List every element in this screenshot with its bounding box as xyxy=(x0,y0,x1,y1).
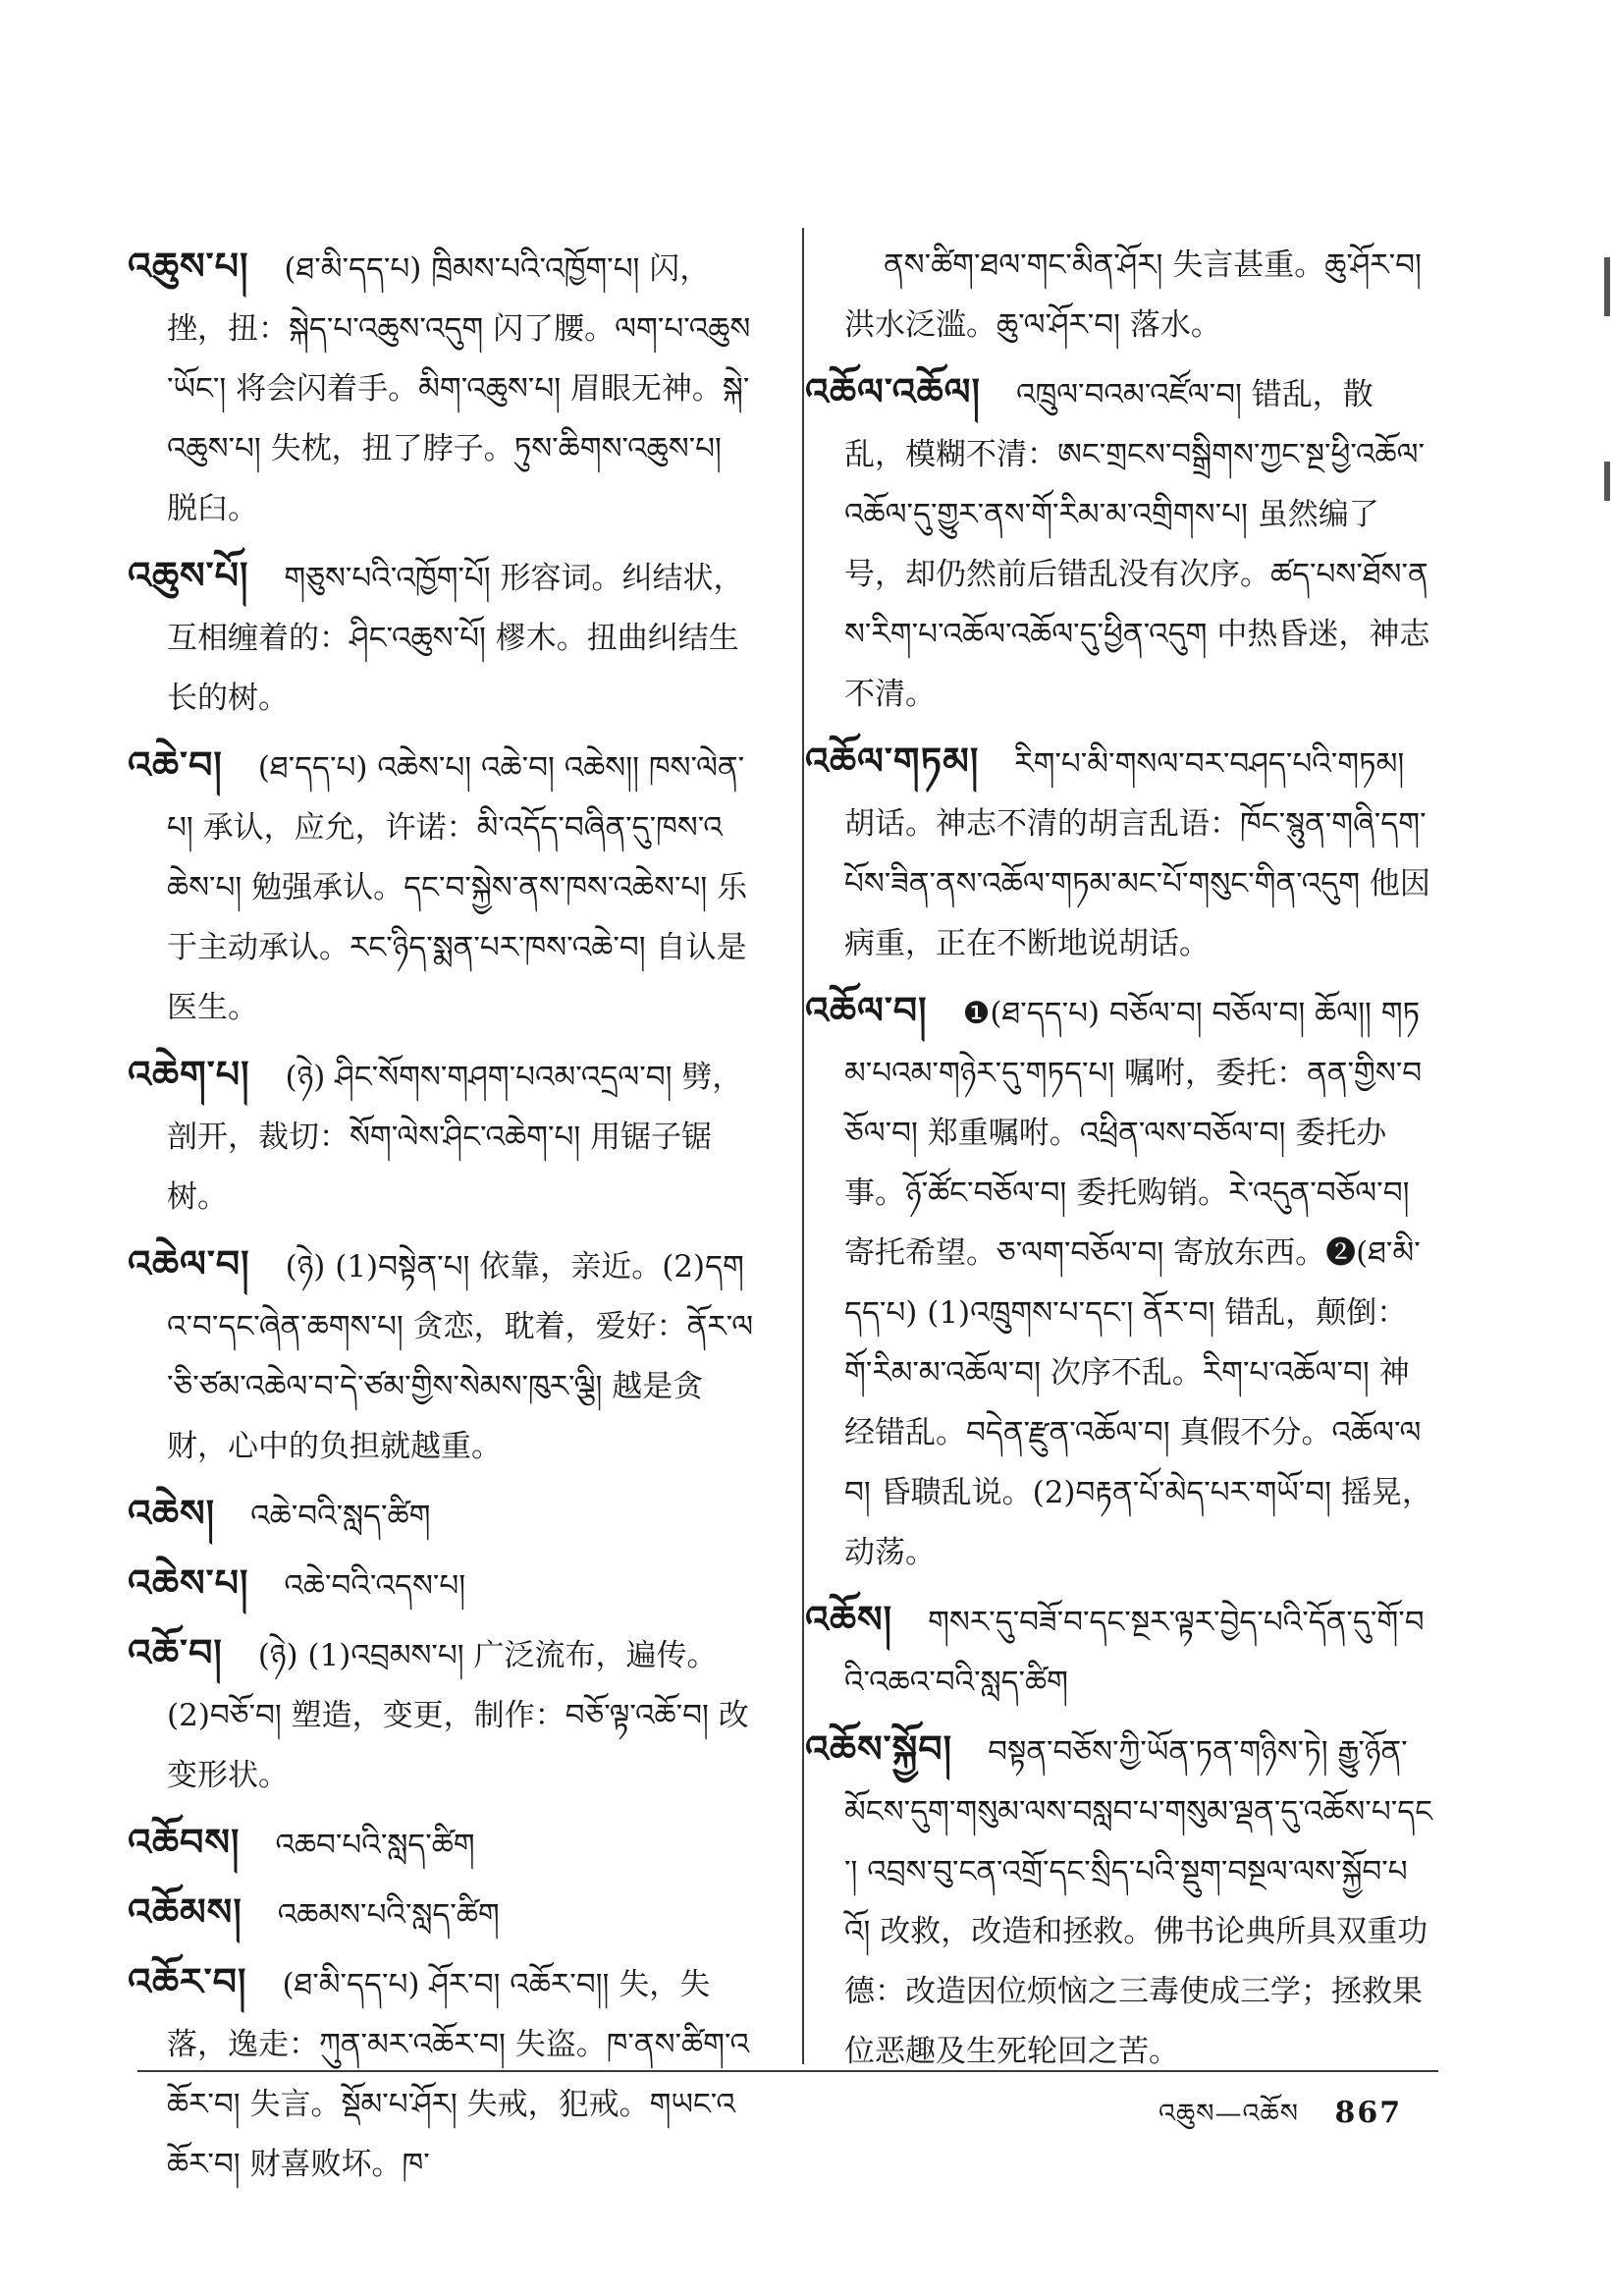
entry-definition: (ཐ་མི་དད་པ) ཁྲིམས་པའི་འཁྱོག་པ། 闪，挫，扭：སྐེད་པ་འཆུས་འདུག 闪了腰。ལག་པ་འཆུས་ཡོང་། 将会闪着手。མིག་འཆུས་པ། 眉眼无神。སྐེ་འཆུས་པ། 失枕，扭了脖子。ཏུས་ཆིགས་འཆུས་པ། 脱臼。 xyxy=(167,251,751,526)
entry-definition: གཅུས་པའི་འཁྱོག་པོ། 形容词。纠结状，互相缠着的：ཤིང་འཆུས་པོ། 樛木。扭曲纠结生长的树。 xyxy=(167,561,744,716)
entry-definition: རིག་པ་མི་གསལ་བར་བཤད་པའི་གཏམ། 胡话。神志不清的胡言乱语：ཁོང་སྙུན་གཞི་དག་པོས་ཟིན་ནས་འཆོལ་གཏམ་མང་པོ་གསུང་གིན་འདུག 他因病重，正在不断地说胡话。 xyxy=(844,746,1430,961)
entry-headword: འཆེལ་བ། xyxy=(128,1241,250,1285)
dictionary-entry xyxy=(128,1622,756,1806)
entry-definition: འཆེ་བའི་སླད་ཚིག xyxy=(250,1499,431,1534)
entry-definition: འཁྲུལ་བའམ་འཛོལ་བ། 错乱，散乱，模糊不清：ཨང་གྲངས་བསྒྲིགས་ཀྱང་སྔ་ཕྱི་འཆོལ་འཆོལ་དུ་གྱུར་ནས་གོ་རིམ་མ་འགྲིགས་པ། 虽然编了号，却仍然前后错乱没有次序。ཚད་པས་ཐོས་ནས་རིག་པ་འཆོལ་འཆོལ་དུ་ཕྱིན་འདུག 中热昏迷，神志不清。 xyxy=(844,377,1430,712)
entry-definition: འཆེ་བའི་འདས་པ། xyxy=(284,1568,466,1604)
entry-definition: (ཐ་དད་པ) འཆེས་པ། འཆེ་བ། འཆེས།། ཁས་ལེན་པ། 承认，应允，许诺：མི་འདོད་བཞིན་དུ་ཁས་འཆེས་པ། 勉强承认。དང་བ་སྐྱེས་ནས་ཁས་འཆེས་པ། 乐于主动承认。རང་ཉིད་སྨན་པར་ཁས་འཆེ་བ། 自认是医生。 xyxy=(167,750,748,1025)
dictionary-entry xyxy=(128,1233,756,1477)
entry-headword: འཆེས་པ། xyxy=(128,1560,249,1605)
entry-headword: འཆོབས། xyxy=(128,1820,241,1864)
entry-definition: ❶(ཐ་དད་པ) བཅོལ་བ། བཅོལ་བ། ཆོལ།། གཏམ་པའམ་གཉེར་དུ་གཏད་པ། 嘱咐，委托：ནན་གྱིས་བཅོལ་བ། 郑重嘱咐。འཕྲིན་ལས་བཅོལ་བ། 委托办事。ཉོ་ཚོང་བཅོལ་བ། 委托购销。རེ་འདུན་བཅོལ་བ། 寄托希望。ཅ་ལག་བཅོལ་བ། 寄放东西。❷(ཐ་མི་དད་པ) (1)འཁྲུགས་པ་དང་། ནོར་བ། 错乱，颠倒：གོ་རིམ་མ་འཆོལ་བ། 次序不乱。རིག་པ་འཆོལ་བ། 神经错乱。བདེན་རྫུན་འཆོལ་བ། 真假不分。འཆོལ་ལབ། 昏聩乱说。(2)བརྟན་པོ་མེད་པར་གཡོ་བ། 摇晃，动荡。 xyxy=(844,996,1432,1570)
entry-headword: འཆེ་བ། xyxy=(128,742,223,787)
dictionary-entry xyxy=(128,1553,756,1616)
dictionary-entry xyxy=(128,545,756,729)
entry-headword: འཆོལ་གཏམ། xyxy=(805,738,980,783)
scan-edge-mark xyxy=(1604,462,1610,501)
entry-headword: འཆེས། xyxy=(128,1491,216,1535)
left-column xyxy=(128,236,756,2201)
entry-definition: བསྟན་བཅོས་ཀྱི་ཡོན་ཏན་གཉིས་ཏེ། རྒྱུ་ཉོན་མོངས་དུག་གསུམ་ལས་བསླབ་པ་གསུམ་ལྡན་དུ་འཆོས་པ་དང་། འབྲས་བུ་ངན་འགྲོ་དང་སྲིད་པའི་སྡུག་བསྔལ་ལས་སྐྱོབ་པའོ། 改救，改造和拯救。佛书论典所具双重功德：改造因位烦恼之三毒使成三学；拯救果位恶趣及生死轮回之苦。 xyxy=(844,1734,1433,2069)
entry-headword: འཆོལ་བ། xyxy=(805,988,928,1032)
right-column xyxy=(805,236,1433,2088)
dictionary-entry xyxy=(128,1483,756,1547)
entry-definition: (ཉེ) (1)བསྟེན་པ། 依靠，亲近。(2)དགའ་བ་དང་ཞེན་ཆགས་པ། 贪恋，耽着，爱好：ནོར་ལ་ཅི་ཙམ་འཆེལ་བ་དེ་ཙམ་གྱིས་སེམས་ཁུར་ལྕི། 越是贪财，心中的负担就越重。 xyxy=(167,1249,754,1464)
entry-definition: (ཉེ) (1)འབྲམས་པ། 广泛流布，遍传。(2)བཅོ་བ། 塑造，变更，制作：བཅོ་ལྟ་འཆོ་བ། 改变形状。 xyxy=(167,1638,749,1793)
dictionary-entry xyxy=(844,236,1433,355)
page-footer xyxy=(1158,2084,1402,2159)
entry-headword: འཆོས་སྐྱོབ། xyxy=(805,1726,953,1771)
entry-headword: འཆོམས། xyxy=(128,1889,242,1934)
dictionary-entry xyxy=(128,1044,756,1228)
page-number: 867 xyxy=(1334,2096,1403,2130)
dictionary-entry xyxy=(805,1719,1433,2082)
entry-definition: ནས་ཚིག་ཐལ་གང་མིན་ཤོར། 失言甚重。ཆུ་ཤོར་བ། 洪水泛滥。ཆུ་ལ་ཤོར་བ། 落水。 xyxy=(844,247,1422,343)
entry-definition: (ཉེ) ཤིང་སོགས་གཤག་པའམ་འདྲལ་བ། 劈，剖开，裁切：སོག་ལེས་ཤིང་འཆེག་པ། 用锯子锯树。 xyxy=(167,1060,743,1215)
column-divider xyxy=(802,228,804,2064)
headword-range: འཆུས—འཆོས xyxy=(1158,2099,1299,2129)
entry-definition: (ཐ་མི་དད་པ) ཤོར་བ། འཆོར་བ།། 失，失落，逸走：ཀུན་མར་འཆོར་བ། 失盗。ཁ་ནས་ཚིག་འཆོར་བ། 失言。སྡོམ་པ་ཤོར། 失戒，犯戒。གཡང་འཆོར་བ། 财喜败坏。ཁ་ xyxy=(167,1967,750,2182)
entry-headword: འཆུས་པ། xyxy=(128,244,249,288)
dictionary-entry xyxy=(128,236,756,539)
dictionary-entry xyxy=(128,1951,756,2195)
entry-headword: འཆུས་པོ། xyxy=(128,553,249,597)
dictionary-entry xyxy=(128,1882,756,1945)
entry-headword: འཆོས། xyxy=(805,1597,893,1641)
scan-edge-mark xyxy=(1604,257,1610,316)
dictionary-entry xyxy=(128,735,756,1038)
dictionary-entry xyxy=(128,1812,756,1876)
footer-rule xyxy=(137,2070,1438,2072)
entry-headword: འཆོར་བ། xyxy=(128,1959,247,2003)
dictionary-entry xyxy=(805,980,1433,1583)
entry-definition: འཆབ་པའི་སླད་ཚིག xyxy=(275,1828,475,1863)
entry-headword: འཆེག་པ། xyxy=(128,1052,250,1096)
entry-headword: འཆོལ་འཆོལ། xyxy=(805,369,981,413)
dictionary-entry xyxy=(805,731,1433,974)
entry-definition: འཆམས་པའི་སླད་ཚིག xyxy=(277,1897,500,1933)
dictionary-entry xyxy=(805,361,1433,725)
entry-definition: གསར་དུ་བཟོ་བ་དང་སྔར་ལྟར་བྱེད་པའི་དོན་དུ་གོ་བའི་འཆའ་བའི་སླད་ཚིག xyxy=(844,1605,1425,1700)
entry-headword: འཆོ་བ། xyxy=(128,1630,223,1674)
dictionary-entry xyxy=(805,1589,1433,1713)
